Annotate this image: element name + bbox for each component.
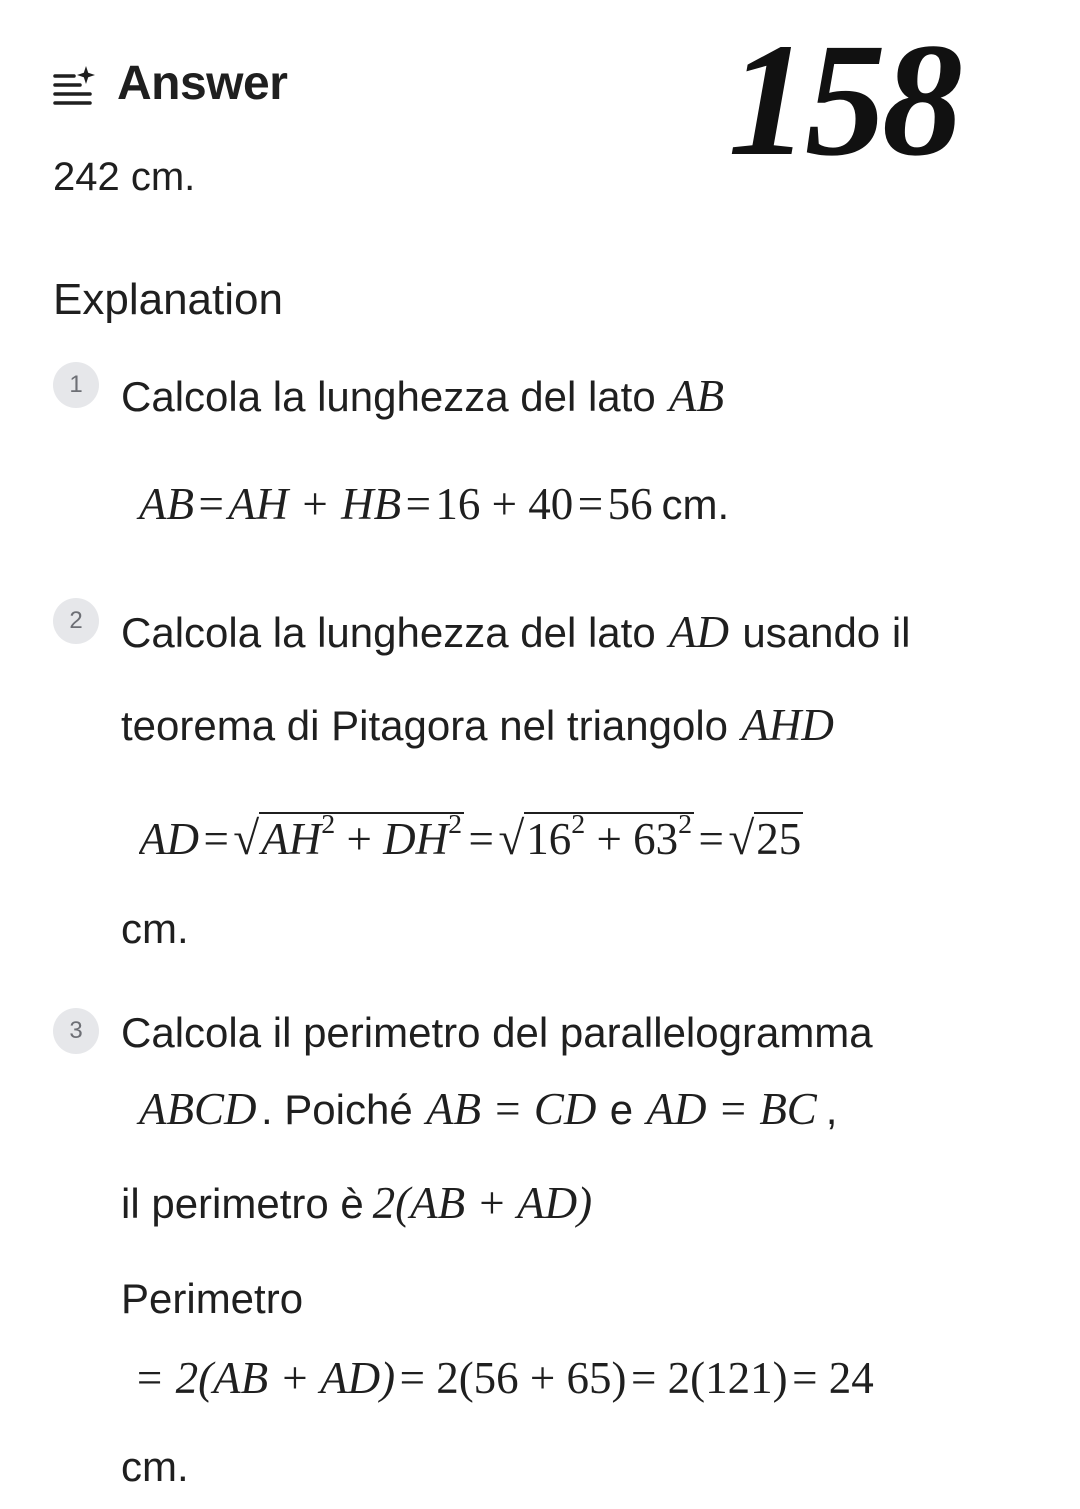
step-2-triangle: AHD: [741, 700, 834, 750]
eq2-term1: AH: [261, 814, 322, 864]
eq2-exp-4: 2: [678, 809, 693, 841]
step-2-equation: [139, 800, 1024, 880]
eq3-s1: = 2(AB + AD): [134, 1353, 396, 1403]
answer-title: Answer: [117, 57, 288, 110]
eq2-sqrt-3: √25: [728, 813, 802, 865]
step-2-badge: 2: [53, 598, 99, 644]
eq3-s3: = 2(121): [631, 1353, 788, 1403]
eq2-num1: 16: [526, 814, 572, 864]
eq1-sum: AH + HB: [228, 479, 402, 529]
eq2-lhs: AD: [139, 814, 199, 864]
eq2-sqrt-2: $√16^2 + 63^2$: [498, 809, 693, 865]
eq2-eq-2: =: [468, 814, 494, 864]
step-2-unit: cm.: [121, 905, 189, 952]
step-3-heading-line-2: [139, 1083, 837, 1135]
answer-list-icon: [52, 66, 96, 106]
step-2-heading-line-2: [121, 699, 834, 751]
eq1-lhs: AB: [139, 479, 194, 529]
step-2-text-b: usando il: [742, 609, 911, 656]
step-1-text: Calcola la lunghezza del lato: [121, 373, 656, 420]
step-3-text-c: il perimetro è: [121, 1180, 364, 1227]
eq2-exp-1: 2: [321, 809, 336, 841]
step-2-heading-line-1: [121, 606, 911, 658]
step-2-text-c: teorema di Pitagora nel triangolo: [121, 702, 729, 749]
step-3-formula: 2(AB + AD): [372, 1178, 593, 1228]
step-1-equation: [139, 478, 729, 530]
eq1-eq-3: =: [577, 479, 604, 529]
step-3-comma: ,: [825, 1086, 838, 1133]
eq3-s2: = 2(56 + 65): [399, 1353, 627, 1403]
step-2-side: AD: [669, 607, 730, 657]
eq1-eq-2: =: [405, 479, 431, 529]
eq3-s4: = 24: [792, 1353, 874, 1403]
eq1-eq-1: =: [198, 479, 224, 529]
step-3-text-a: Calcola il perimetro del parallelogramma: [121, 1009, 873, 1056]
explanation-title: Explanation: [53, 275, 283, 324]
overflow-fade: [964, 800, 1024, 880]
step-3-conj: e: [609, 1086, 634, 1133]
step-3-label: Perimetro: [121, 1275, 304, 1322]
eq1-result: 56: [607, 479, 653, 529]
step-1-side: AB: [669, 371, 725, 421]
eq1-values: 16 + 40: [435, 479, 574, 529]
eq2-eq-3: =: [698, 814, 724, 864]
step-1-badge: 1: [53, 362, 99, 408]
eq2-exp-3: 2: [571, 809, 586, 841]
eq2-exp-2: 2: [448, 809, 463, 841]
step-3-eq2: AD = BC: [646, 1084, 817, 1134]
step-3-equation: [134, 1348, 1030, 1418]
step-3-heading-line-3: [121, 1177, 592, 1229]
step-3-eq1: AB = CD: [426, 1084, 597, 1134]
page-number: 158: [728, 11, 959, 190]
step-3-shape: ABCD: [139, 1084, 257, 1134]
step-3-unit: cm.: [121, 1443, 189, 1490]
step-3-text-b: . Poiché: [260, 1086, 413, 1133]
eq1-unit: cm.: [661, 481, 730, 528]
eq2-eq-1: =: [203, 814, 229, 864]
step-3-badge: 3: [53, 1008, 99, 1054]
step-1-heading: [121, 370, 724, 422]
eq2-term2: DH: [383, 814, 449, 864]
eq2-sqrt-1: $√AH^2 + DH^2$: [233, 809, 463, 865]
eq2-partial: 25: [756, 814, 802, 864]
step-2-text-a: Calcola la lunghezza del lato: [121, 609, 656, 656]
eq2-num2: 63: [633, 814, 679, 864]
answer-value: 242 cm.: [53, 155, 196, 199]
